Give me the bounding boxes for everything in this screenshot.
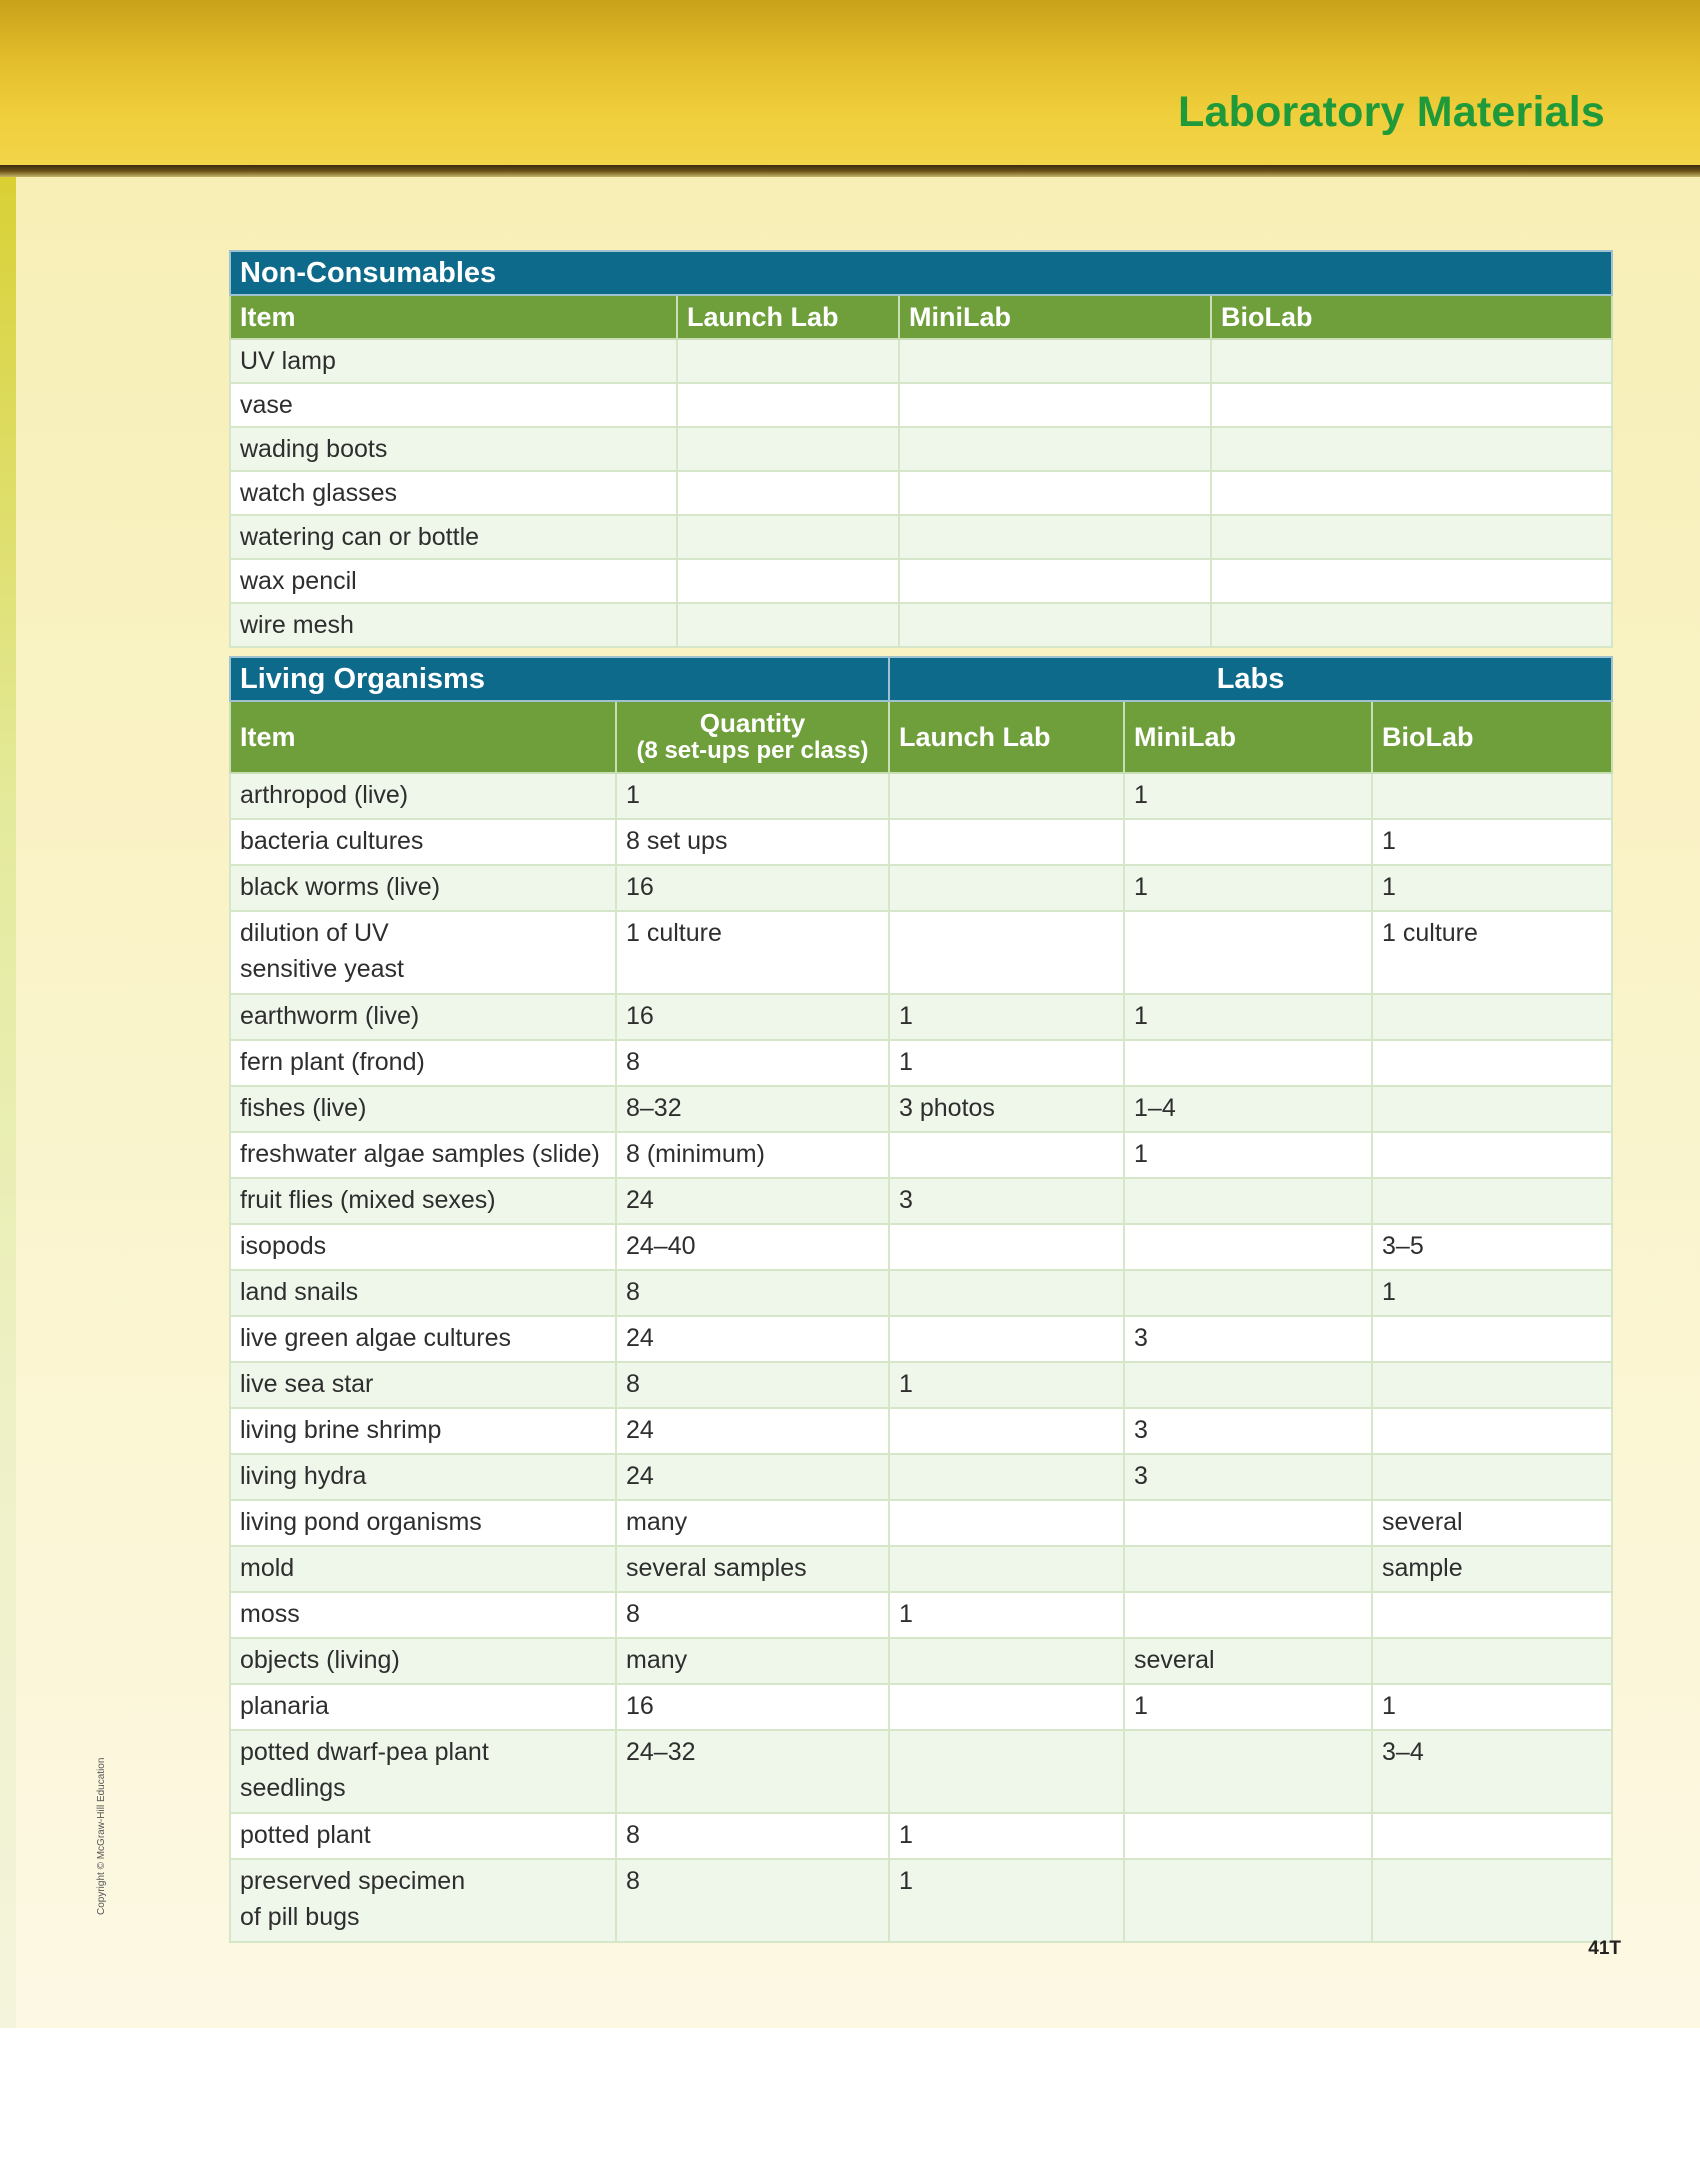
left-edge-strip — [0, 0, 16, 2028]
cell-launch-lab — [677, 515, 899, 559]
cell-biolab — [1372, 1040, 1612, 1086]
table-row — [230, 559, 1612, 603]
column-header-launch-lab: Launch Lab — [677, 295, 899, 339]
cell-launch-lab — [889, 1454, 1124, 1500]
cell-minilab — [1124, 819, 1372, 865]
table-row — [230, 603, 1612, 647]
cell-biolab — [1372, 994, 1612, 1040]
table-row — [230, 1132, 1612, 1178]
cell-biolab — [1372, 1859, 1612, 1942]
copyright-notice: Copyright © McGraw-Hill Education — [96, 1757, 107, 1915]
cell-biolab — [1211, 515, 1612, 559]
cell-minilab: 3 — [1124, 1454, 1372, 1500]
cell-quantity: 24–40 — [616, 1224, 889, 1270]
cell-launch-lab — [889, 1132, 1124, 1178]
cell-quantity: 16 — [616, 994, 889, 1040]
cell-launch-lab — [889, 1684, 1124, 1730]
cell-item: black worms (live) — [230, 865, 616, 911]
table-row — [230, 1224, 1612, 1270]
table-row — [230, 1813, 1612, 1859]
column-header-minilab: MiniLab — [899, 295, 1211, 339]
cell-item: earthworm (live) — [230, 994, 616, 1040]
cell-launch-lab: 1 — [889, 1040, 1124, 1086]
cell-minilab — [899, 471, 1211, 515]
cell-minilab — [1124, 1040, 1372, 1086]
table-row — [230, 1362, 1612, 1408]
cell-launch-lab — [889, 819, 1124, 865]
cell-minilab — [899, 559, 1211, 603]
cell-quantity: 24–32 — [616, 1730, 889, 1813]
cell-biolab: sample — [1372, 1546, 1612, 1592]
table-row — [230, 819, 1612, 865]
cell-launch-lab — [677, 471, 899, 515]
cell-launch-lab — [889, 1638, 1124, 1684]
table-row — [230, 1546, 1612, 1592]
cell-launch-lab: 1 — [889, 1813, 1124, 1859]
cell-item: fruit flies (mixed sexes) — [230, 1178, 616, 1224]
cell-biolab — [1372, 1454, 1612, 1500]
page-title: Laboratory Materials — [1178, 88, 1605, 136]
cell-quantity: 1 culture — [616, 911, 889, 994]
section-title-labs: Labs — [889, 657, 1612, 701]
cell-minilab — [899, 339, 1211, 383]
column-header-item: Item — [230, 701, 616, 773]
cell-item: freshwater algae samples (slide) — [230, 1132, 616, 1178]
cell-minilab — [1124, 1500, 1372, 1546]
cell-biolab: 1 — [1372, 1270, 1612, 1316]
cell-quantity: 8 — [616, 1859, 889, 1942]
cell-biolab: 1 — [1372, 819, 1612, 865]
cell-biolab: 3–5 — [1372, 1224, 1612, 1270]
cell-minilab — [1124, 1178, 1372, 1224]
cell-launch-lab — [889, 1500, 1124, 1546]
cell-minilab — [899, 515, 1211, 559]
column-header-launch-lab: Launch Lab — [889, 701, 1124, 773]
cell-minilab — [1124, 911, 1372, 994]
cell-launch-lab — [677, 339, 899, 383]
cell-item: moss — [230, 1592, 616, 1638]
cell-item: watering can or bottle — [230, 515, 677, 559]
cell-quantity: 16 — [616, 1684, 889, 1730]
cell-item: living pond organisms — [230, 1500, 616, 1546]
cell-minilab: 3 — [1124, 1316, 1372, 1362]
cell-biolab — [1211, 427, 1612, 471]
cell-launch-lab: 1 — [889, 1592, 1124, 1638]
cell-minilab — [1124, 1546, 1372, 1592]
table-row — [230, 1454, 1612, 1500]
cell-launch-lab: 1 — [889, 1859, 1124, 1942]
cell-biolab: 1 — [1372, 1684, 1612, 1730]
cell-item: mold — [230, 1546, 616, 1592]
cell-minilab: 1 — [1124, 1132, 1372, 1178]
cell-quantity: 1 — [616, 773, 889, 819]
cell-biolab: 1 culture — [1372, 911, 1612, 994]
cell-biolab — [1372, 773, 1612, 819]
cell-biolab — [1372, 1178, 1612, 1224]
header-band — [0, 0, 1700, 165]
cell-launch-lab — [889, 1546, 1124, 1592]
cell-biolab: several — [1372, 1500, 1612, 1546]
cell-minilab — [1124, 1813, 1372, 1859]
column-header-biolab: BioLab — [1372, 701, 1612, 773]
cell-item: living hydra — [230, 1454, 616, 1500]
section-title-non-consumables: Non-Consumables — [230, 251, 1612, 295]
cell-quantity: many — [616, 1500, 889, 1546]
cell-minilab — [1124, 1270, 1372, 1316]
cell-launch-lab: 1 — [889, 994, 1124, 1040]
table-row — [230, 1592, 1612, 1638]
table-row — [230, 383, 1612, 427]
table-row — [230, 339, 1612, 383]
cell-biolab — [1372, 1086, 1612, 1132]
cell-item: planaria — [230, 1684, 616, 1730]
cell-biolab: 3–4 — [1372, 1730, 1612, 1813]
cell-item: watch glasses — [230, 471, 677, 515]
column-header-item: Item — [230, 295, 677, 339]
cell-item: live green algae cultures — [230, 1316, 616, 1362]
cell-quantity: 24 — [616, 1178, 889, 1224]
table-row — [230, 515, 1612, 559]
table-row — [230, 1086, 1612, 1132]
cell-quantity: 8 (minimum) — [616, 1132, 889, 1178]
cell-item: potted plant — [230, 1813, 616, 1859]
cell-biolab — [1372, 1408, 1612, 1454]
header-rule — [0, 165, 1700, 177]
cell-biolab: 1 — [1372, 865, 1612, 911]
cell-item: wire mesh — [230, 603, 677, 647]
cell-biolab — [1372, 1316, 1612, 1362]
cell-biolab — [1211, 339, 1612, 383]
cell-item: land snails — [230, 1270, 616, 1316]
cell-item: preserved specimen of pill bugs — [230, 1859, 616, 1942]
cell-minilab — [899, 383, 1211, 427]
cell-quantity: several samples — [616, 1546, 889, 1592]
cell-minilab — [899, 427, 1211, 471]
column-header-minilab: MiniLab — [1124, 701, 1372, 773]
cell-biolab — [1372, 1132, 1612, 1178]
column-header-biolab: BioLab — [1211, 295, 1612, 339]
cell-launch-lab — [677, 603, 899, 647]
quantity-label: Quantity — [699, 708, 806, 738]
table-row — [230, 1684, 1612, 1730]
cell-biolab — [1372, 1362, 1612, 1408]
cell-biolab — [1211, 383, 1612, 427]
cell-minilab — [899, 603, 1211, 647]
cell-launch-lab: 1 — [889, 1362, 1124, 1408]
cell-launch-lab — [677, 559, 899, 603]
living-organisms-table — [229, 656, 1613, 1943]
cell-quantity: 24 — [616, 1408, 889, 1454]
cell-quantity: 8 — [616, 1362, 889, 1408]
cell-minilab — [1124, 1224, 1372, 1270]
cell-minilab: 1 — [1124, 994, 1372, 1040]
table-row — [230, 865, 1612, 911]
quantity-sublabel: (8 set-ups per class) — [636, 737, 869, 764]
cell-item: isopods — [230, 1224, 616, 1270]
cell-biolab — [1211, 603, 1612, 647]
cell-launch-lab — [677, 427, 899, 471]
cell-item: wading boots — [230, 427, 677, 471]
cell-minilab: several — [1124, 1638, 1372, 1684]
section-title-living-organisms: Living Organisms — [230, 657, 889, 701]
table-row — [230, 1178, 1612, 1224]
cell-launch-lab — [889, 865, 1124, 911]
cell-minilab — [1124, 1592, 1372, 1638]
cell-quantity: 8 — [616, 1592, 889, 1638]
table-row — [230, 773, 1612, 819]
cell-launch-lab: 3 — [889, 1178, 1124, 1224]
cell-quantity: many — [616, 1638, 889, 1684]
cell-biolab — [1372, 1638, 1612, 1684]
cell-quantity: 8–32 — [616, 1086, 889, 1132]
table-row — [230, 1500, 1612, 1546]
cell-item: UV lamp — [230, 339, 677, 383]
cell-launch-lab — [889, 1224, 1124, 1270]
cell-quantity: 24 — [616, 1316, 889, 1362]
table-row — [230, 994, 1612, 1040]
table-row — [230, 427, 1612, 471]
cell-biolab — [1211, 471, 1612, 515]
cell-item: objects (living) — [230, 1638, 616, 1684]
page-number: 41T — [1588, 1938, 1621, 1959]
cell-biolab — [1372, 1592, 1612, 1638]
cell-launch-lab — [889, 773, 1124, 819]
table-row — [230, 1316, 1612, 1362]
table-row — [230, 1408, 1612, 1454]
cell-minilab: 1 — [1124, 865, 1372, 911]
cell-quantity: 8 set ups — [616, 819, 889, 865]
cell-minilab: 3 — [1124, 1408, 1372, 1454]
non-consumables-table — [229, 250, 1613, 648]
cell-item: dilution of UV sensitive yeast — [230, 911, 616, 994]
cell-item: bacteria cultures — [230, 819, 616, 865]
cell-quantity: 8 — [616, 1813, 889, 1859]
cell-item: living brine shrimp — [230, 1408, 616, 1454]
table-row — [230, 1270, 1612, 1316]
table-row — [230, 1730, 1612, 1813]
table-row — [230, 1040, 1612, 1086]
cell-quantity: 8 — [616, 1270, 889, 1316]
cell-item: arthropod (live) — [230, 773, 616, 819]
cell-launch-lab — [889, 1270, 1124, 1316]
cell-biolab — [1211, 559, 1612, 603]
table-row — [230, 471, 1612, 515]
cell-launch-lab — [889, 911, 1124, 994]
cell-quantity: 8 — [616, 1040, 889, 1086]
cell-minilab: 1 — [1124, 1684, 1372, 1730]
cell-item: fishes (live) — [230, 1086, 616, 1132]
cell-minilab — [1124, 1362, 1372, 1408]
column-header-quantity — [616, 701, 889, 773]
cell-item: potted dwarf-pea plant seedlings — [230, 1730, 616, 1813]
cell-quantity: 16 — [616, 865, 889, 911]
cell-quantity: 24 — [616, 1454, 889, 1500]
cell-item: wax pencil — [230, 559, 677, 603]
cell-launch-lab — [889, 1730, 1124, 1813]
cell-minilab: 1–4 — [1124, 1086, 1372, 1132]
cell-launch-lab — [889, 1408, 1124, 1454]
cell-launch-lab — [677, 383, 899, 427]
cell-minilab — [1124, 1859, 1372, 1942]
cell-item: vase — [230, 383, 677, 427]
table-row — [230, 1859, 1612, 1942]
cell-item: live sea star — [230, 1362, 616, 1408]
cell-launch-lab: 3 photos — [889, 1086, 1124, 1132]
cell-minilab — [1124, 1730, 1372, 1813]
cell-minilab: 1 — [1124, 773, 1372, 819]
table-row — [230, 911, 1612, 994]
cell-launch-lab — [889, 1316, 1124, 1362]
table-row — [230, 1638, 1612, 1684]
cell-biolab — [1372, 1813, 1612, 1859]
cell-item: fern plant (frond) — [230, 1040, 616, 1086]
